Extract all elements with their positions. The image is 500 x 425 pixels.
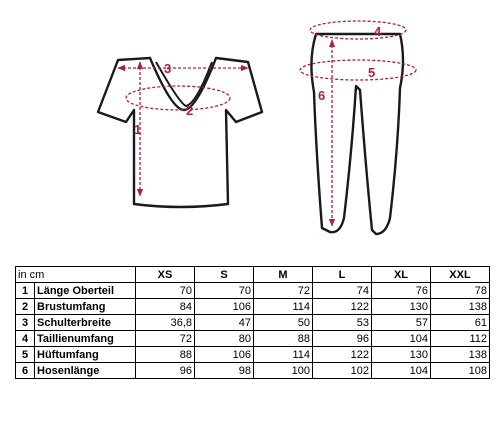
marker-3: 3 (164, 61, 172, 76)
table-cell: 98 (195, 363, 254, 379)
size-header: XXL (431, 267, 490, 283)
table-cell: 122 (313, 347, 372, 363)
table-cell: 104 (372, 331, 431, 347)
table-cell: 47 (195, 315, 254, 331)
table-cell: 96 (136, 363, 195, 379)
measurement-name: Taillienumfang (35, 331, 136, 347)
size-header: XS (136, 267, 195, 283)
marker-4: 4 (374, 24, 382, 39)
table-cell: 76 (372, 283, 431, 299)
measurement-name: Länge Oberteil (35, 283, 136, 299)
table-cell: 112 (431, 331, 490, 347)
table-cell: 36,8 (136, 315, 195, 331)
measurement-name: Hosenlänge (35, 363, 136, 379)
table-cell: 102 (313, 363, 372, 379)
unit-label: in cm (16, 267, 136, 283)
marker-2: 2 (186, 103, 194, 118)
measure-lines (118, 21, 416, 226)
table-cell: 72 (254, 283, 313, 299)
size-header: XL (372, 267, 431, 283)
table-cell: 61 (431, 315, 490, 331)
table-cell: 80 (195, 331, 254, 347)
table-row (16, 283, 490, 299)
table-cell: 106 (195, 299, 254, 315)
table-cell: 57 (372, 315, 431, 331)
table-cell: 130 (372, 299, 431, 315)
marker-5: 5 (368, 65, 376, 80)
table-cell: 106 (195, 347, 254, 363)
table-cell: 138 (431, 299, 490, 315)
measurement-name: Hüftumfang (35, 347, 136, 363)
table-cell: 70 (195, 283, 254, 299)
marker-1: 1 (134, 122, 142, 137)
measurement-name: Brustumfang (35, 299, 136, 315)
table-cell: 96 (313, 331, 372, 347)
table-cell: 104 (372, 363, 431, 379)
row-number: 5 (16, 347, 35, 363)
row-number: 4 (16, 331, 35, 347)
table-cell: 130 (372, 347, 431, 363)
row-number: 2 (16, 299, 35, 315)
table-cell: 74 (313, 283, 372, 299)
row-number: 1 (16, 283, 35, 299)
table-row (16, 363, 490, 379)
measurement-name: Schulterbreite (35, 315, 136, 331)
size-table (15, 266, 490, 379)
table-cell: 53 (313, 315, 372, 331)
table-cell: 50 (254, 315, 313, 331)
table-header-row (16, 267, 490, 283)
table-row (16, 299, 490, 315)
table-cell: 114 (254, 299, 313, 315)
table-row (16, 347, 490, 363)
table-cell: 84 (136, 299, 195, 315)
table-row (16, 315, 490, 331)
size-header: L (313, 267, 372, 283)
row-number: 6 (16, 363, 35, 379)
trousers-outline (311, 34, 403, 234)
table-cell: 88 (136, 347, 195, 363)
table-cell: 108 (431, 363, 490, 379)
table-cell: 88 (254, 331, 313, 347)
table-cell: 70 (136, 283, 195, 299)
table-row (16, 331, 490, 347)
hip-circumference-line (300, 60, 416, 80)
table-cell: 138 (431, 347, 490, 363)
marker-6: 6 (318, 88, 326, 103)
size-header: M (254, 267, 313, 283)
shirt-outline (98, 58, 262, 207)
table-cell: 100 (254, 363, 313, 379)
table-cell: 78 (431, 283, 490, 299)
table-cell: 72 (136, 331, 195, 347)
waist-circumference-line (310, 21, 406, 39)
size-header: S (195, 267, 254, 283)
table-cell: 122 (313, 299, 372, 315)
table-cell: 114 (254, 347, 313, 363)
row-number: 3 (16, 315, 35, 331)
